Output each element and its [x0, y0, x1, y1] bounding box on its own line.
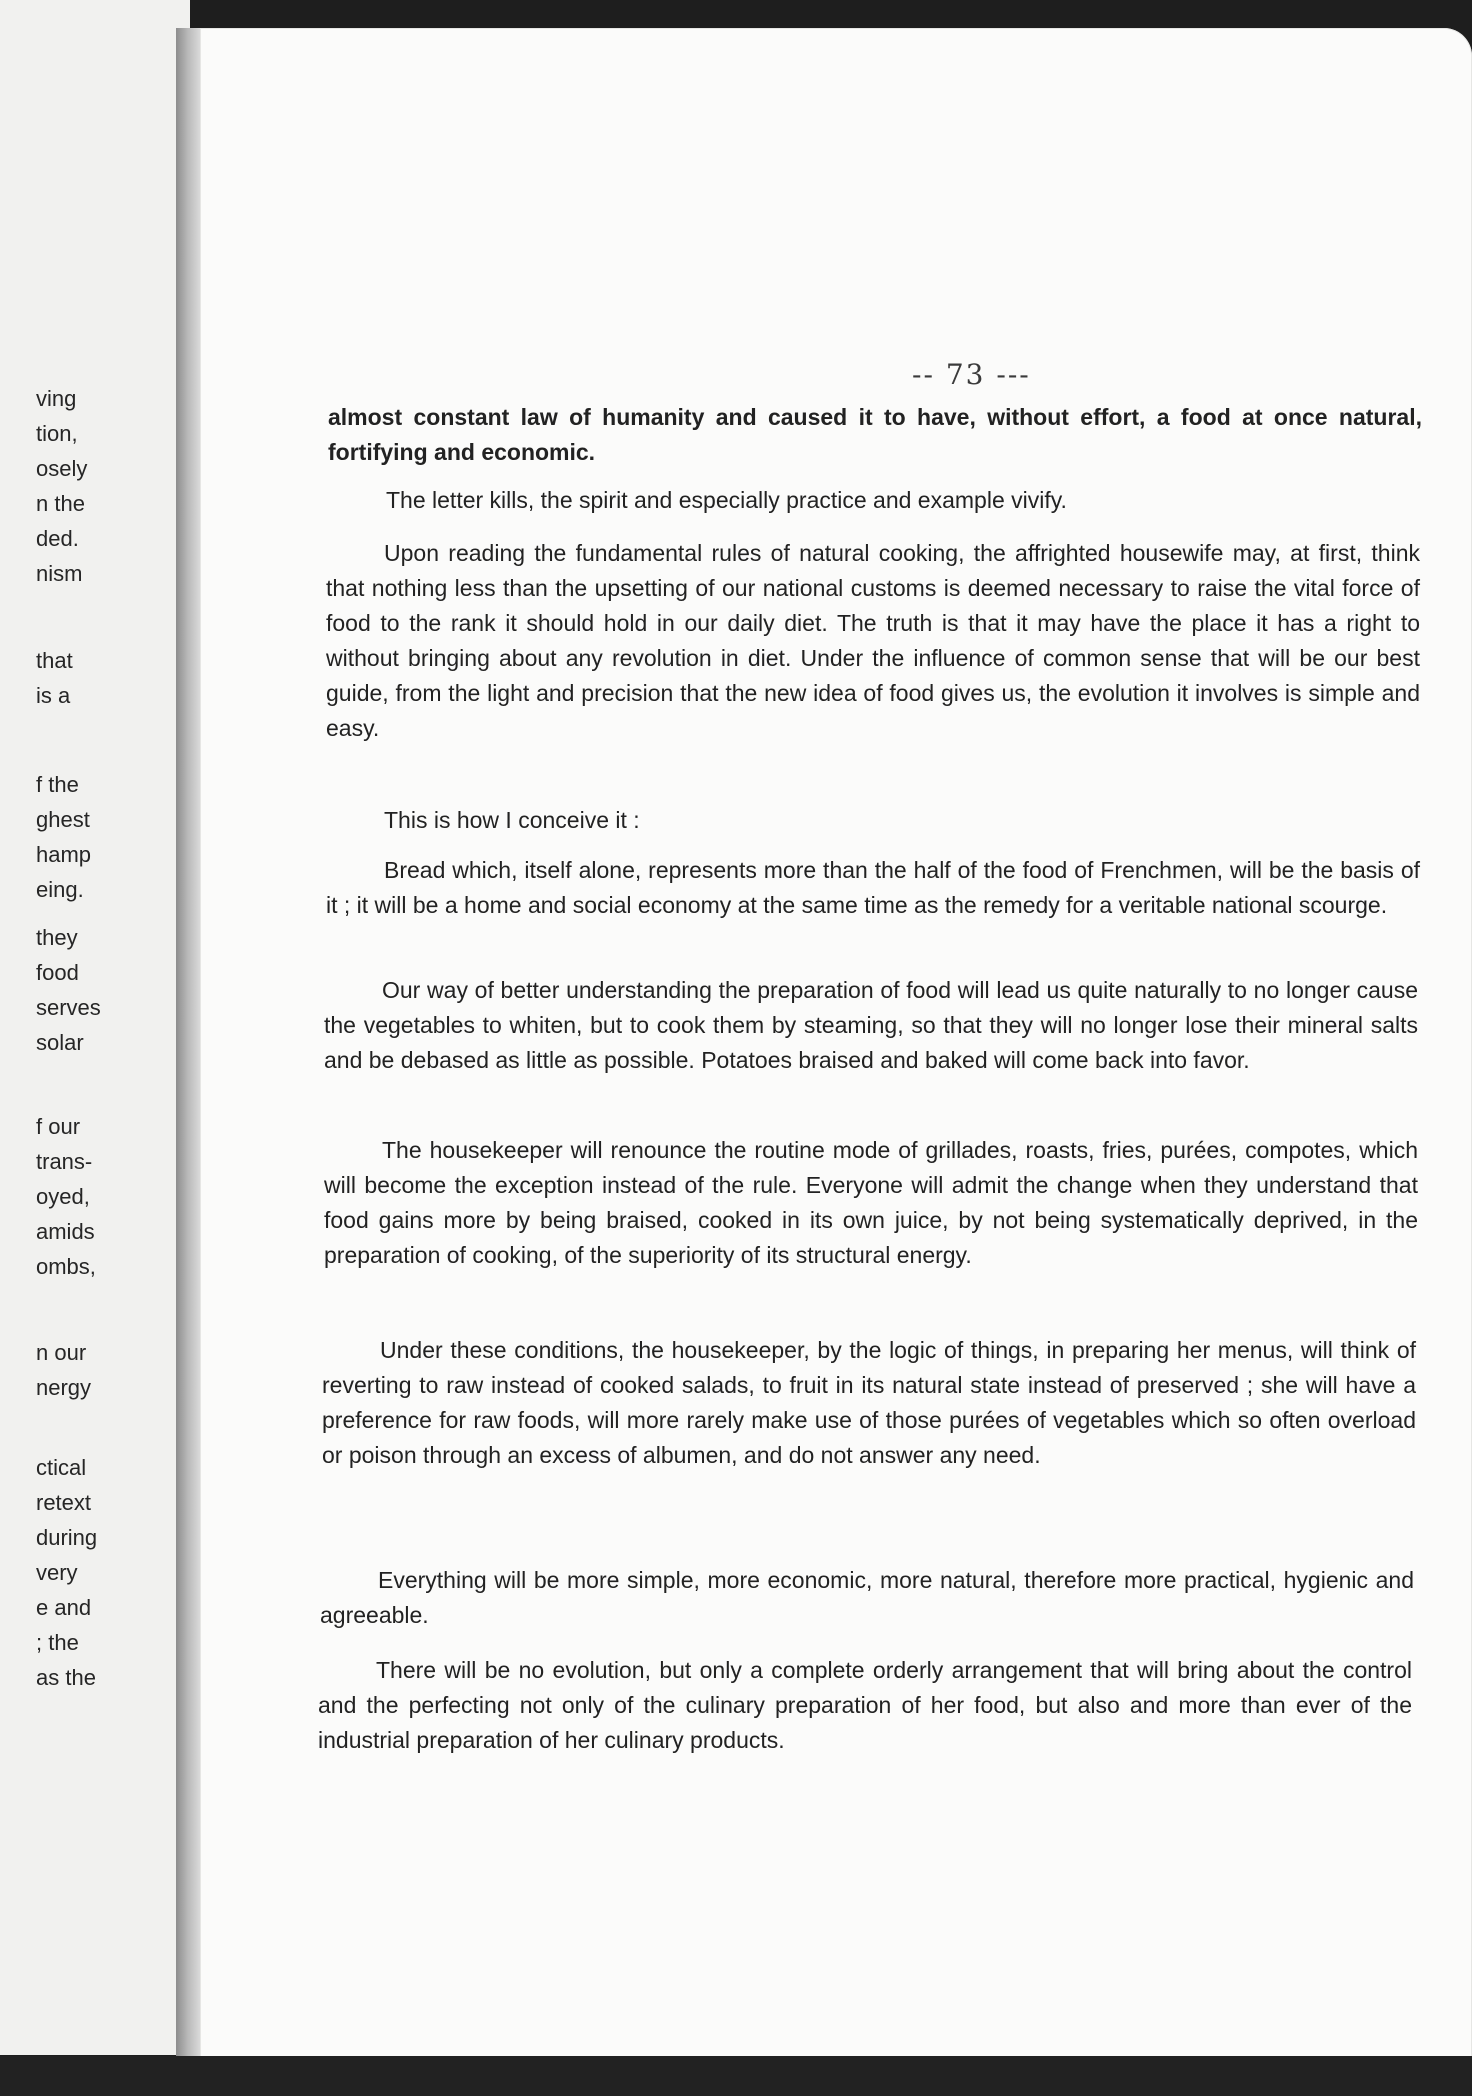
scan-bottom-edge [0, 2056, 1472, 2096]
paragraph: Our way of better understanding the preparation of food will lead us quite naturally to no longer cause the vegetables to whiten, but to cook them by steaming, so that they will no longer lose their mineral salts and be debased as little as possible. Potatoes braised and baked will come back into favor. [324, 977, 1418, 1073]
left-fragment: very [36, 1560, 78, 1585]
paragraph-continuation: almost constant law of humanity and caused it to have, without effort, a food at once natural, fortifying and economic. [328, 404, 1422, 465]
left-fragment: osely [36, 456, 88, 481]
paragraph: There will be no evolution, but only a complete orderly arrangement that will bring about the control and the perfecting not only of the culinary preparation of her food, but also and more than ever of the industrial preparation of her culinary products. [318, 1657, 1412, 1753]
left-fragment: oyed, [36, 1184, 90, 1209]
left-fragment: nism [36, 561, 83, 586]
left-fragment: n our [36, 1340, 87, 1365]
left-fragment: ; the [36, 1630, 79, 1655]
current-page [200, 28, 1472, 2096]
paragraph: Everything will be more simple, more economic, more natural, therefore more practical, hygienic and agreeable. [320, 1567, 1414, 1628]
left-fragment: ving [36, 386, 77, 411]
left-fragment: during [36, 1525, 98, 1550]
paragraph: This is how I conceive it : [384, 807, 640, 833]
left-fragment: ombs, [36, 1254, 96, 1279]
left-fragment: they [36, 925, 78, 950]
left-fragment: n the [36, 491, 85, 516]
left-fragment: f our [36, 1114, 81, 1139]
left-fragment: ded. [36, 526, 79, 551]
left-fragment: nergy [36, 1375, 92, 1400]
left-fragment: ctical [36, 1455, 87, 1480]
left-fragment: is a [36, 683, 71, 708]
paragraph: The letter kills, the spirit and especially practice and example vivify. [386, 487, 1067, 513]
paragraph: Bread which, itself alone, represents more than the half of the food of Frenchmen, will be the basis of it ; it will be a home and social economy at the same time as the remedy for a veritable national scourge. [326, 857, 1420, 918]
paragraph: Under these conditions, the housekeeper, by the logic of things, in preparing her menus, will think of reverting to raw instead of cooked salads, to fruit in its natural state instead of preserved ; she will have a preference for raw foods, will more rarely make use of those purées of vegetables which so often overload or poison through an excess of albumen, and do not answer any need. [322, 1337, 1416, 1468]
left-fragment: that [36, 648, 73, 673]
left-fragment: trans- [36, 1149, 93, 1174]
left-fragment: amids [36, 1219, 95, 1244]
left-fragment: tion, [36, 421, 78, 446]
left-fragment: retext [36, 1490, 92, 1515]
previous-page [0, 0, 190, 2055]
left-fragment: food [36, 960, 79, 985]
paragraph: Upon reading the fundamental rules of natural cooking, the affrighted housewife may, at first, think that nothing less than the upsetting of our national customs is deemed necessary to raise the vital force of food to the rank it should hold in our daily diet. The truth is that it may have the place it has a right to without bringing about any revolution in diet. Under the influence of common sense that will be our best guide, from the light and precision that the new idea of food gives us, the evolution it involves is simple and easy. [326, 540, 1420, 741]
left-fragment: hamp [36, 842, 92, 867]
left-fragment: as the [36, 1665, 96, 1690]
paragraph: The housekeeper will renounce the routine mode of grillades, roasts, fries, purées, compotes, which will become the exception instead of the rule. Everyone will admit the change when they understand that food gains more by being braised, cooked in its own juice, by not being systematically deprived, in the preparation of cooking, of the superiority of its structural energy. [324, 1137, 1418, 1268]
left-fragment: f the [36, 772, 79, 797]
page-number: -- 73 --- [912, 358, 1031, 391]
left-fragment: serves [36, 995, 101, 1020]
left-fragment: eing. [36, 877, 84, 902]
left-fragment: e and [36, 1595, 92, 1620]
left-fragment: solar [36, 1030, 84, 1055]
left-fragment: ghest [36, 807, 90, 832]
